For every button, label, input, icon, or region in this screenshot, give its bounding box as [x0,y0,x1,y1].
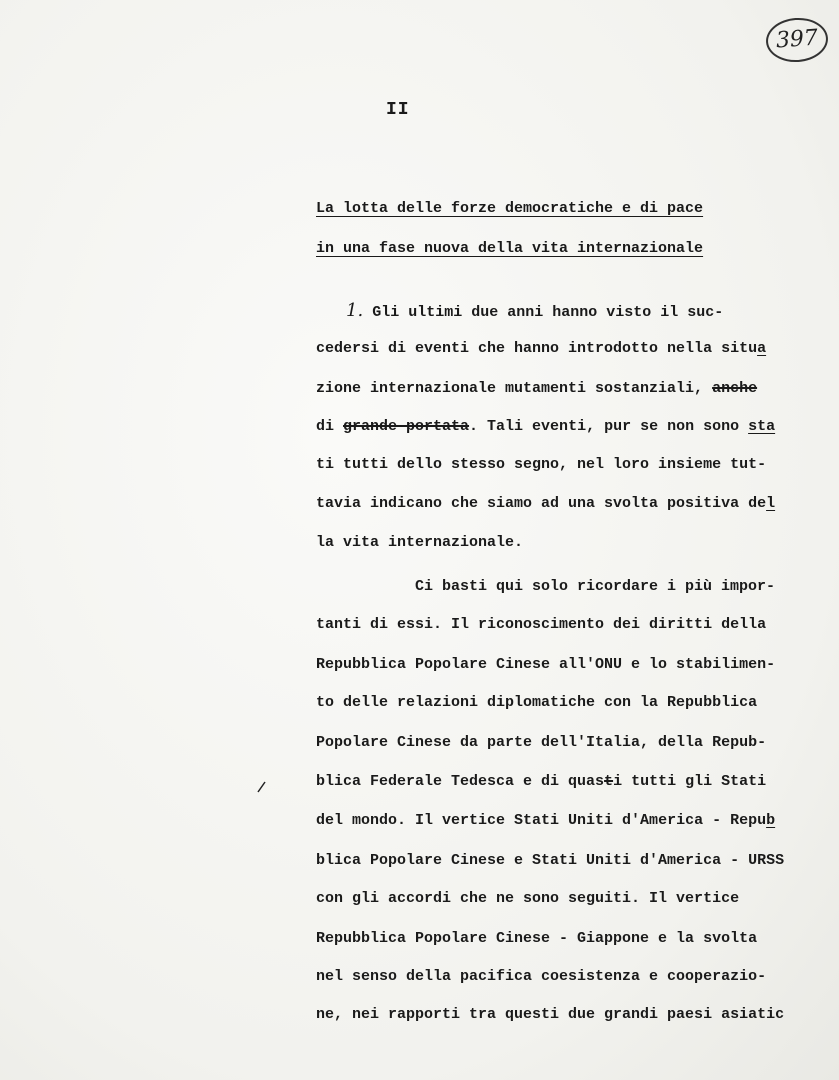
text-span: di [316,418,344,435]
section-title-line-1: La lotta delle forze democratiche e di pace [316,200,704,217]
section-title-line-2: in una fase nuova della vita internazionale [316,240,704,257]
underlined-text: l [766,495,776,512]
paragraph-1-line-6 [316,495,775,512]
text-span: zione internazionale mutamenti sostanziali, [316,380,713,397]
paragraph-1-line-4 [316,418,775,435]
paragraph-1-line-3 [316,380,757,397]
paragraph-2-line-8: blica Popolare Cinese e Stati Uniti d'America - URSS [316,852,785,869]
paragraph-2-line-6 [316,773,766,790]
text-span: erica - Repu [658,812,767,829]
text-span: i tutti gli Stati [613,773,767,790]
paragraph-2-line-7 [316,812,775,829]
paragraph-1-line-1 [346,300,723,321]
text-span: Gli ultimi due anni hanno visto il suc- [372,304,724,321]
handwritten-paragraph-number: 1. [346,300,364,321]
paragraph-1-line-7: la vita internazionale. [316,534,524,551]
paragraph-1-line-2 [316,340,766,357]
underlined-text: b [766,812,776,829]
paragraph-2-line-2: tanti di essi. Il riconoscimento dei diritti della [316,616,767,633]
corrected-letter: t [604,773,614,790]
paragraph-2-line-10: Repubblica Popolare Cinese - Giappone e la svolta [316,930,758,947]
text-span: . Tali eventi, pur se non sono [469,418,749,435]
handwritten-page-number: 397 [765,16,830,64]
paragraph-2-line-1: Ci basti qui solo ricordare i più impor- [415,578,776,595]
handwritten-tick-mark [255,780,267,794]
text-span: tavia indicano che siamo ad una svolta positiva de [316,495,767,512]
text-span: blica Federale Tedesca e di quas [316,773,605,790]
struck-text: grande portata [343,418,470,435]
text-span: del mondo. Il vertice Stati Uniti d'Am [316,812,659,829]
underlined-text: a [757,340,767,357]
paragraph-2-line-12: ne, nei rapporti tra questi due grandi paesi asiatic [316,1006,785,1023]
paragraph-2-line-9: con gli accordi che ne sono seguiti. Il vertice [316,890,740,907]
paragraph-1-line-5: ti tutti dello stesso segno, nel loro insieme tut- [316,456,767,473]
paragraph-2-line-3: Repubblica Popolare Cinese all'ONU e lo stabilimen- [316,656,776,673]
paragraph-2-line-4: to delle relazioni diplomatiche con la Repubblica [316,694,758,711]
chapter-heading: II [386,100,410,120]
paragraph-2-line-11: nel senso della pacifica coesistenza e cooperazio- [316,968,767,985]
text-span: cedersi di eventi che hanno introdotto nella situ [316,340,758,357]
paragraph-2-line-5: Popolare Cinese da parte dell'Italia, della Repub- [316,734,767,751]
struck-text: anche [712,380,758,397]
underlined-text: sta [748,418,776,435]
